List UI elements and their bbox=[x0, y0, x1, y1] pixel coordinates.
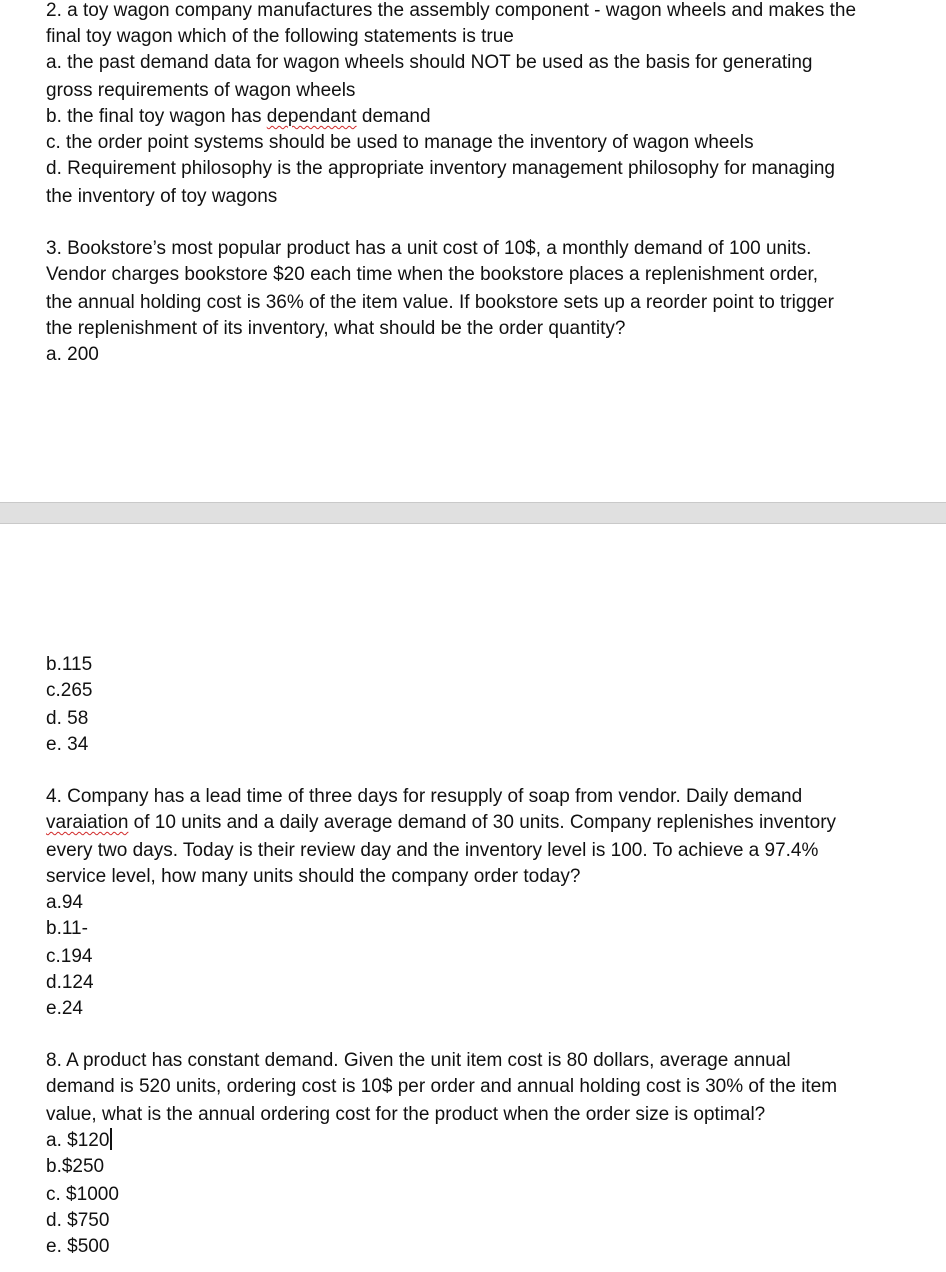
text-cursor bbox=[110, 1128, 112, 1150]
q8-option-e: e. $500 bbox=[46, 1236, 110, 1257]
q2-text-line: final toy wagon which of the following statements is true bbox=[46, 26, 514, 47]
q4-option-e: e.24 bbox=[46, 998, 83, 1019]
q8-option-a-text: a. $120 bbox=[46, 1130, 110, 1151]
q8-text-line: 8. A product has constant demand. Given the unit item cost is 80 dollars, average annual bbox=[46, 1050, 791, 1071]
q8-option-d: d. $750 bbox=[46, 1210, 110, 1231]
q4-text-line bbox=[46, 810, 836, 836]
q2-option-c: c. the order point systems should be used to manage the inventory of wagon wheels bbox=[46, 132, 754, 153]
q4-text-line: 4. Company has a lead time of three days for resupply of soap from vendor. Daily demand bbox=[46, 786, 803, 807]
q4-option-a: a.94 bbox=[46, 892, 83, 913]
q2-option-d: d. Requirement philosophy is the appropriate inventory management philosophy for managing bbox=[46, 158, 835, 179]
q8-option-c: c. $1000 bbox=[46, 1184, 119, 1205]
q2-option-d-cont: the inventory of toy wagons bbox=[46, 186, 278, 207]
q2-option-a: a. the past demand data for wagon wheels should NOT be used as the basis for generating bbox=[46, 52, 813, 73]
q2-option-b bbox=[46, 104, 431, 130]
q4-option-b: b.11- bbox=[46, 918, 88, 939]
q3-text-line: 3. Bookstore’s most popular product has a unit cost of 10$, a monthly demand of 100 units. bbox=[46, 238, 812, 259]
q2-option-b-suffix: demand bbox=[356, 106, 431, 127]
q8-option-b: b.$250 bbox=[46, 1156, 105, 1177]
q4-option-c: c.194 bbox=[46, 946, 93, 967]
page-break-divider bbox=[0, 502, 946, 524]
q3-option-a: a. 200 bbox=[46, 344, 99, 365]
q3-option-b: b.115 bbox=[46, 654, 93, 675]
q2-text-line: 2. a toy wagon company manufactures the assembly component - wagon wheels and makes the bbox=[46, 0, 857, 21]
q3-text-line: the annual holding cost is 36% of the item value. If bookstore sets up a reorder point to trigger bbox=[46, 292, 834, 313]
q4-text-line-rest: of 10 units and a daily average demand of 30 units. Company replenishes inventory bbox=[128, 812, 837, 833]
q3-option-c: c.265 bbox=[46, 680, 93, 701]
q3-text-line: the replenishment of its inventory, what should be the order quantity? bbox=[46, 318, 626, 339]
q8-text-line: value, what is the annual ordering cost for the product when the order size is optimal? bbox=[46, 1104, 766, 1125]
q3-option-d: d. 58 bbox=[46, 708, 89, 729]
q4-text-line: service level, how many units should the company order today? bbox=[46, 866, 581, 887]
document-page-top bbox=[0, 0, 946, 502]
document-page-bottom bbox=[0, 524, 946, 1272]
spelling-error-word[interactable]: varaiation bbox=[46, 812, 129, 833]
q4-text-line: every two days. Today is their review day and the inventory level is 100. To achieve a 97.4% bbox=[46, 840, 819, 861]
q8-text-line: demand is 520 units, ordering cost is 10$ per order and annual holding cost is 30% of the item bbox=[46, 1076, 838, 1097]
spelling-error-word[interactable]: dependant bbox=[266, 106, 357, 127]
q4-option-d: d.124 bbox=[46, 972, 94, 993]
q3-text-line: Vendor charges bookstore $20 each time when the bookstore places a replenishment order, bbox=[46, 264, 819, 285]
q2-option-a-cont: gross requirements of wagon wheels bbox=[46, 80, 356, 101]
q8-option-a[interactable] bbox=[46, 1128, 112, 1154]
q2-option-b-prefix: b. the final toy wagon has bbox=[46, 106, 267, 127]
q3-option-e: e. 34 bbox=[46, 734, 89, 755]
